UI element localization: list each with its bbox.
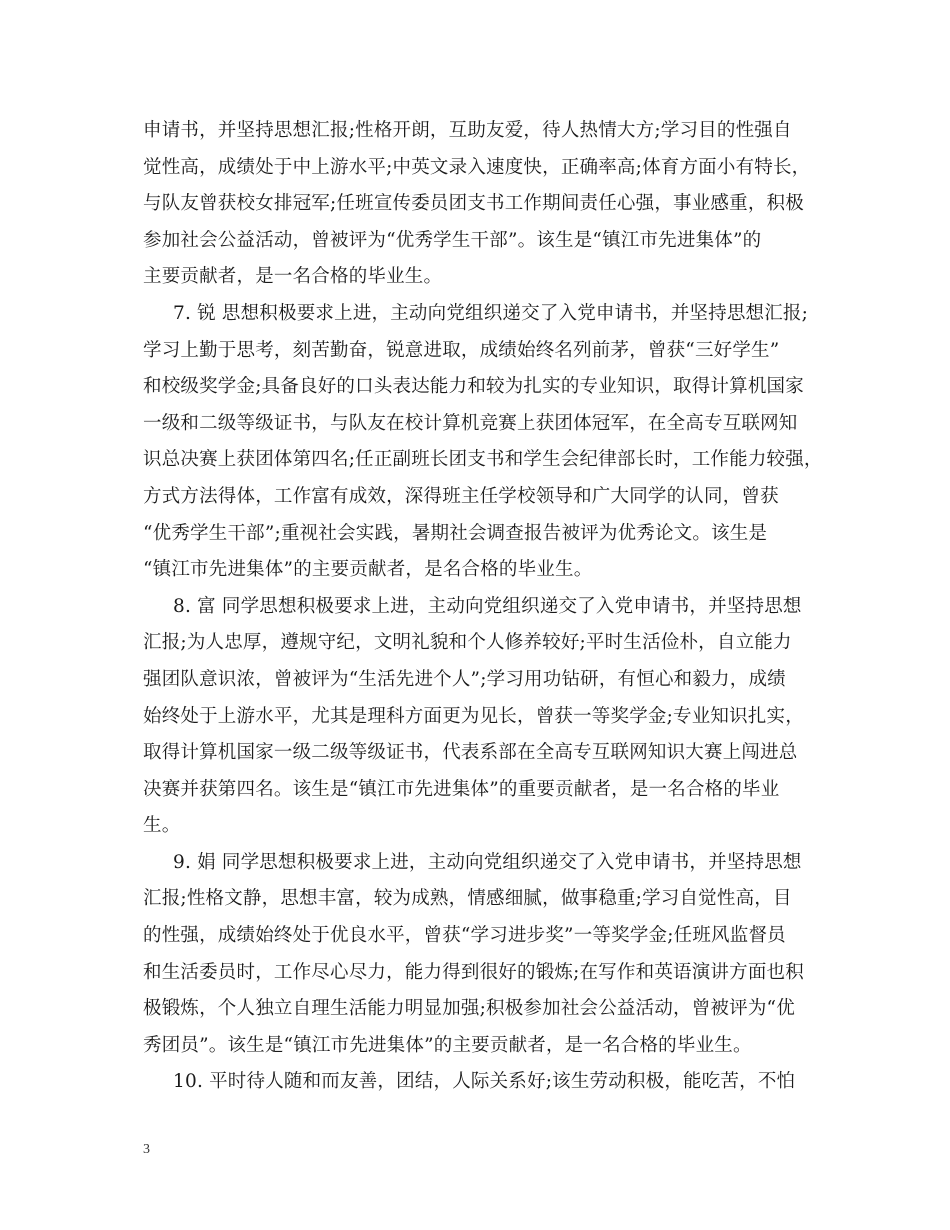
text-line: 识总决赛上获团体第四名;任正副班长团支书和学生会纪律部长时，工作能力较强，	[143, 449, 823, 471]
paragraph-start-line: 8. 富 同学思想积极要求上进，主动向党组织递交了入党申请书，并坚持思想	[173, 595, 802, 617]
text-line: 决赛并获第四名。该生是“镇江市先进集体”的重要贡献者，是一名合格的毕业	[143, 778, 780, 800]
page-number: 3	[143, 1142, 150, 1157]
text-line: 与队友曾获校女排冠军;任班宣传委员团支书工作期间责任心强，事业感重，积极	[143, 193, 804, 215]
text-line: 一级和二级等级证书，与队友在校计算机竞赛上获团体冠军，在全高专互联网知	[143, 412, 798, 434]
text-line: “优秀学生干部”;重视社会实践，暑期社会调查报告被评为优秀论文。该生是	[143, 522, 768, 544]
text-line: 汇报;性格文静，思想丰富，较为成熟，情感细腻，做事稳重;学习自觉性高，目	[143, 888, 792, 910]
text-line: 和校级奖学金;具备良好的口头表达能力和较为扎实的专业知识，取得计算机国家	[143, 376, 804, 398]
text-line: 秀团员”。该生是“镇江市先进集体”的主要贡献者，是一名合格的毕业生。	[143, 1034, 752, 1056]
text-line: 主要贡献者，是一名合格的毕业生。	[143, 266, 443, 288]
paragraph-start-line: 9. 娟 同学思想积极要求上进，主动向党组织递交了入党申请书，并坚持思想	[173, 851, 802, 873]
text-line: 觉性高，成绩处于中上游水平;中英文录入速度快，正确率高;体育方面小有特长，	[143, 156, 811, 178]
text-line: 极锻炼，个人独立自理生活能力明显加强;积极参加社会公益活动，曾被评为“优	[143, 998, 795, 1020]
text-line: 学习上勤于思考，刻苦勤奋，锐意进取，成绩始终名列前茅，曾获“三好学生”	[143, 339, 780, 361]
text-line: 和生活委员时，工作尽心尽力，能力得到很好的锻炼;在写作和英语演讲方面也积	[143, 961, 804, 983]
text-line: 申请书，并坚持思想汇报;性格开朗，互助友爱，待人热情大方;学习目的性强自	[143, 120, 792, 141]
text-line: 生。	[143, 815, 181, 837]
document-body	[143, 113, 823, 1101]
text-line: 强团队意识浓，曾被评为“生活先进个人”;学习用功钻研，有恒心和毅力，成绩	[143, 668, 786, 690]
text-line: 取得计算机国家一级二级等级证书，代表系部在全高专互联网知识大赛上闯进总	[143, 742, 798, 764]
text-line: 参加社会公益活动，曾被评为“优秀学生干部”。该生是“镇江市先进集体”的	[143, 229, 762, 251]
text-line: 汇报;为人忠厚，遵规守纪，文明礼貌和个人修养较好;平时生活俭朴，自立能力	[143, 632, 792, 654]
paragraph-start-line: 10. 平时待人随和而友善，团结，人际关系好;该生劳动积极，能吃苦，不怕	[173, 1071, 796, 1093]
text-line: 方式方法得体，工作富有成效，深得班主任学校领导和广大同学的认同，曾获	[143, 485, 779, 507]
text-line: “镇江市先进集体”的主要贡献者，是名合格的毕业生。	[143, 559, 593, 581]
text-line: 始终处于上游水平，尤其是理科方面更为见长，曾获一等奖学金;专业知识扎实，	[143, 705, 804, 727]
paragraph-start-line: 7. 锐 思想积极要求上进，主动向党组织递交了入党申请书，并坚持思想汇报;	[173, 302, 809, 324]
text-line: 的性强，成绩始终处于优良水平，曾获“学习进步奖”一等奖学金;任班风监督员	[143, 925, 786, 947]
